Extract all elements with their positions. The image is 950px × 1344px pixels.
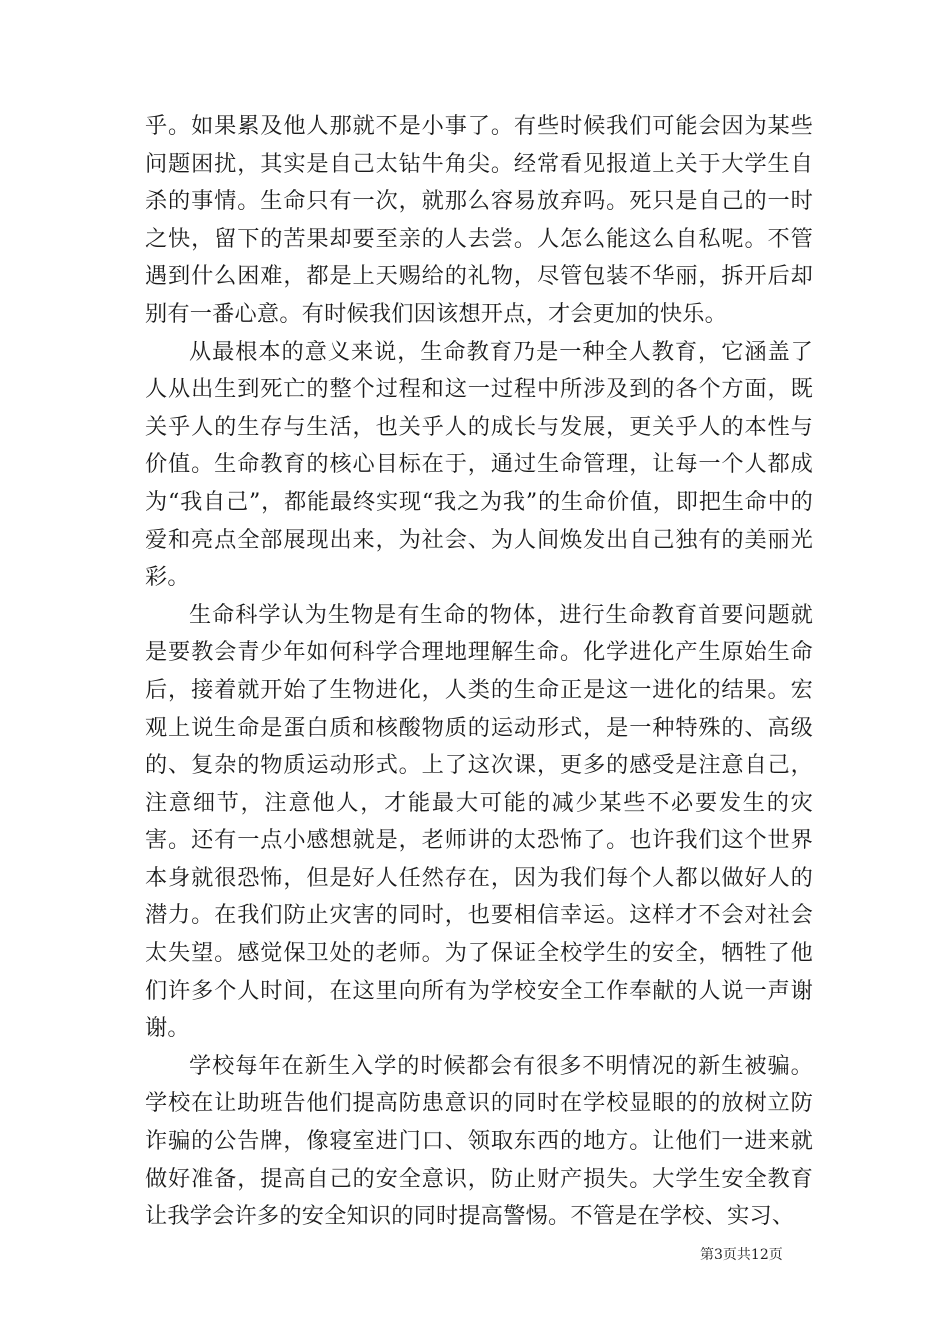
page-number: 第3页共12页: [700, 1247, 783, 1263]
paragraph-4: 学校每年在新生入学的时候都会有很多不明情况的新生被骗。学校在让助班告他们提高防患意识的同时在学校显眼的的放树立防诈骗的公告牌，像寝室进门口、领取东西的地方。让他们一进来就做好准备，提高自己的安全意识，防止财产损失。大学生安全教育让我学会许多的安全知识的同时提高警惕。不管是在学校、实习、: [145, 1052, 813, 1230]
paragraph-2: 从最根本的意义来说，生命教育乃是一种全人教育，它涵盖了人从出生到死亡的整个过程和这一过程中所涉及到的各个方面，既关乎人的生存与生活，也关乎人的成长与发展，更关乎人的本性与价值。生命教育的核心目标在于，通过生命管理，让每一个人都成为“我自己”，都能最终实现“我之为我”的生命价值，即把生命中的爱和亮点全部展现出来，为社会、为人间焕发出自己独有的美丽光彩。: [145, 338, 813, 591]
paragraph-3: 生命科学认为生物是有生命的物体，进行生命教育首要问题就是要教会青少年如何科学合理地理解生命。化学进化产生原始生命后，接着就开始了生物进化，人类的生命正是这一进化的结果。宏观上说生命是蛋白质和核酸物质的运动形式，是一种特殊的、高级的、复杂的物质运动形式。上了这次课，更多的感受是注意自己，注意细节，注意他人，才能最大可能的减少某些不必要发生的灾害。还有一点小感想就是，老师讲的太恐怖了。也许我们这个世界本身就很恐怖，但是好人任然存在，因为我们每个人都以做好人的潜力。在我们防止灾害的同时，也要相信幸运。这样才不会对社会太失望。感觉保卫处的老师。为了保证全校学生的安全，牺牲了他们许多个人时间，在这里向所有为学校安全工作奉献的人说一声谢谢。: [145, 601, 813, 1042]
body-text: [145, 108, 813, 1236]
paragraph-1: 乎。如果累及他人那就不是小事了。有些时候我们可能会因为某些问题困扰，其实是自己太钻牛角尖。经常看见报道上关于大学生自杀的事情。生命只有一次，就那么容易放弃吗。死只是自己的一时之快，留下的苦果却要至亲的人去尝。人怎么能这么自私呢。不管遇到什么困难，都是上天赐给的礼物，尽管包装不华丽，拆开后却别有一番心意。有时候我们因该想开点，才会更加的快乐。: [145, 113, 813, 327]
